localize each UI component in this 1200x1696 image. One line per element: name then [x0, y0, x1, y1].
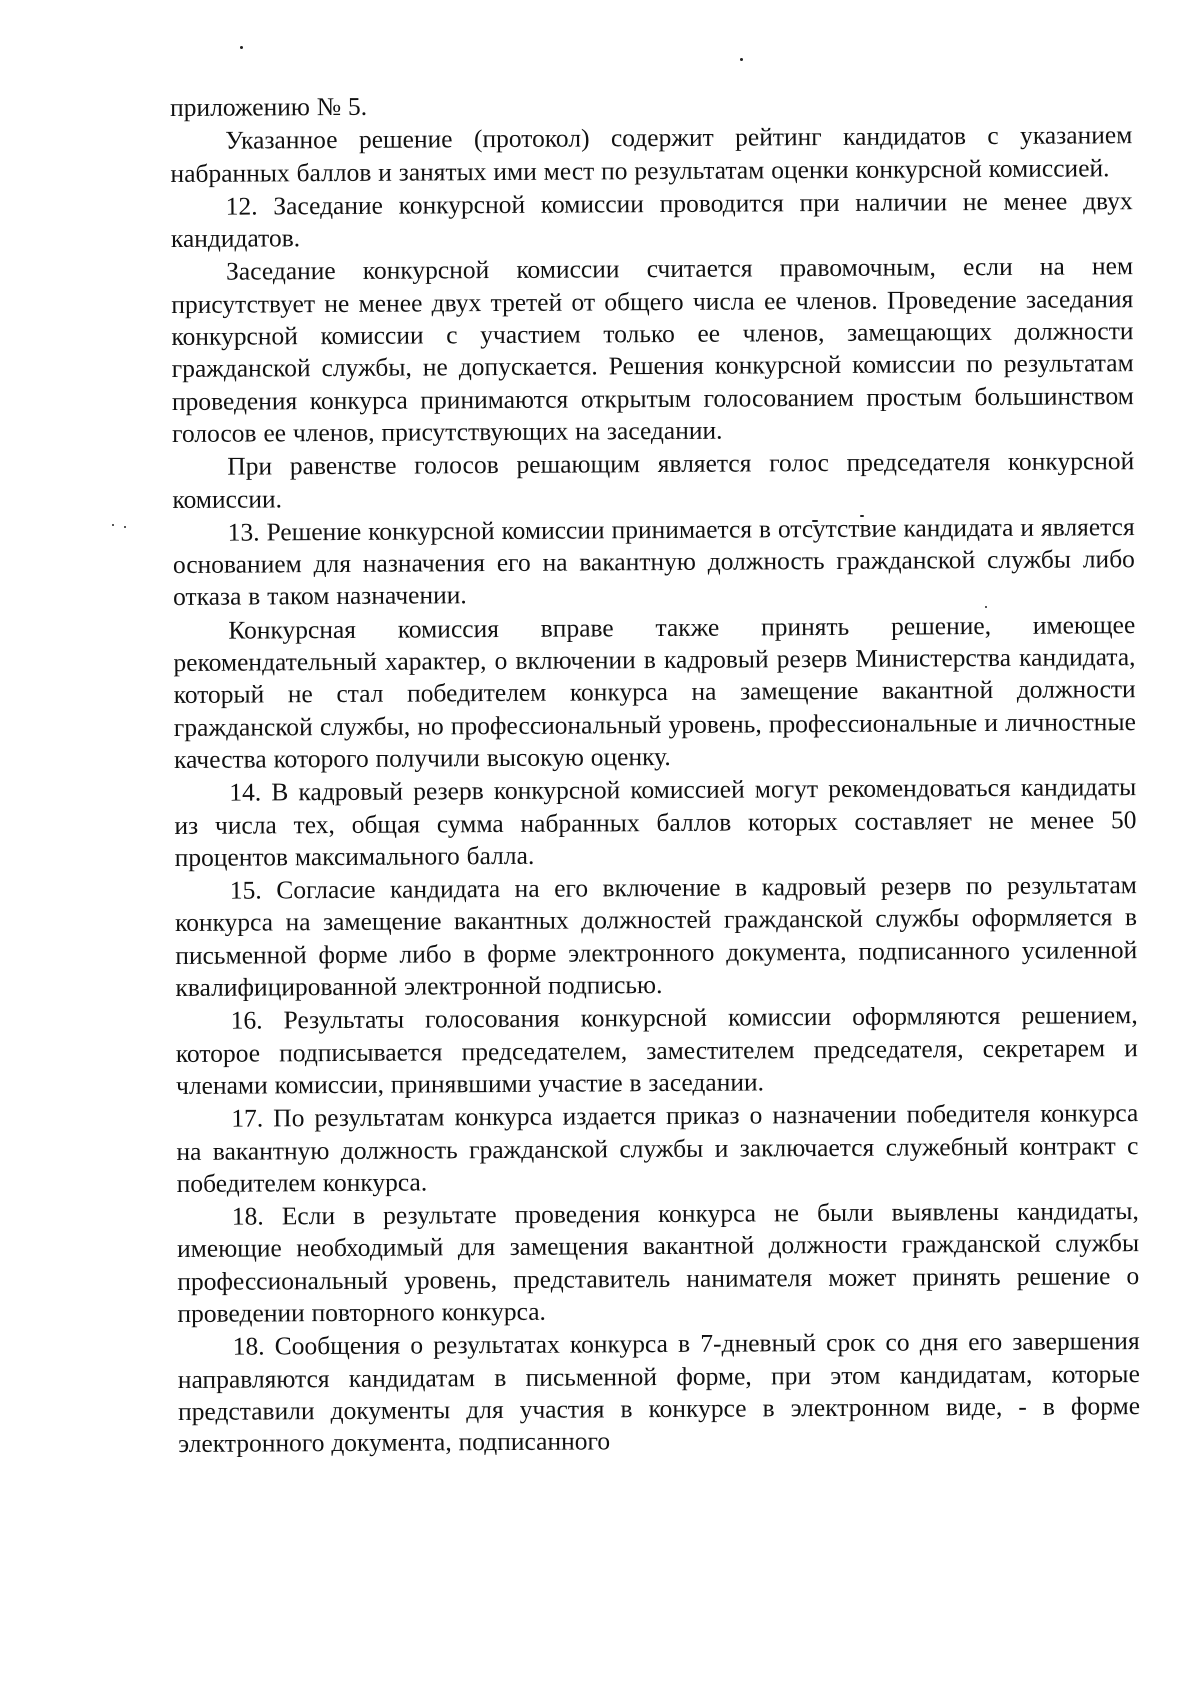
paragraph-item-18b: 18. Сообщения о результатах конкурса в 7-дневный срок со дня его завершения направляются кандидатам в письменной форме, при этом кандидатам, которые представили документы для участия в конкурсе в электронном виде, - в форме электронного документа, подписанного: [177, 1326, 1141, 1459]
paragraph-reserve-recommendation: Конкурсная комиссия вправе также принять решение, имеющее рекомендательный характер, о включении в кадровый резерв Министерства кандидата, который не стал победителем конкурса на замещение вакантной должности гражданской службы, но профессиональный уровень, профессиональные и личностные качества которого получили высокую оценку.: [173, 609, 1136, 774]
paragraph-item-12: 12. Заседание конкурсной комиссии проводится при наличии не менее двух кандидатов.: [170, 186, 1133, 254]
paragraph-item-18a: 18. Если в результате проведения конкурса не были выявлены кандидаты, имеющие необходимый для замещения вакантной должности гражданской службы профессиональный уровень, представитель нанимателя может принять решение о проведении повторного конкурса.: [176, 1196, 1140, 1328]
paragraph-item-13: 13. Решение конкурсной комиссии принимается в отсутствие кандидата и является основанием для назначения его на вакантную должность гражданской службы либо отказа в таком назначении.: [172, 511, 1135, 612]
paragraph-item-14: 14. В кадровый резерв конкурсной комиссией могут рекомендоваться кандидаты из числа тех, общая сумма набранных баллов которых составляет не менее 50 процентов максимального балла.: [174, 772, 1137, 872]
paragraph-protocol-rating: Указанное решение (протокол) содержит рейтинг кандидатов с указанием набранных баллов и занятых ими мест по результатам оценки конкурсной комиссией.: [170, 120, 1133, 188]
paragraph-continuation: приложению № 5.: [170, 91, 368, 122]
paragraph-tie-vote: При равенстве голосов решающим является голос председателя конкурсной комиссии.: [172, 446, 1135, 514]
scan-speck: [124, 526, 126, 528]
paragraph-item-17: 17. По результатам конкурса издается приказ о назначении победителя конкурса на вакантную должность гражданской службы и заключается служебный контракт с победителем конкурса.: [176, 1098, 1139, 1198]
scan-speck: [740, 58, 743, 61]
paragraph-item-16: 16. Результаты голосования конкурсной комиссии оформляются решением, которое подписывается председателем, заместителем председателя, секретарем и членами комиссии, принявшими участие в заседании.: [175, 1000, 1138, 1100]
paragraph-quorum: Заседание конкурсной комиссии считается правомочным, если на нем присутствует не менее двух третей от общего числа ее членов. Проведение заседания конкурсной комиссии с участием только ее членов, замещающих должности гражданской службы, не допускается. Решения конкурсной комиссии по результатам проведения конкурса принимаются открытым голосованием простым большинством голосов ее членов, присутствующих на заседании.: [171, 251, 1134, 448]
document-page: [170, 86, 1142, 1652]
paragraph-item-15: 15. Согласие кандидата на его включение в кадровый резерв по результатам конкурса на замещение вакантных должностей гражданской службы оформляется в письменной форме либо в форме электронного документа, подписанного усиленной квалифицированной электронной подписью.: [174, 870, 1138, 1002]
scan-speck: [112, 524, 114, 526]
scan-speck: [240, 46, 243, 49]
